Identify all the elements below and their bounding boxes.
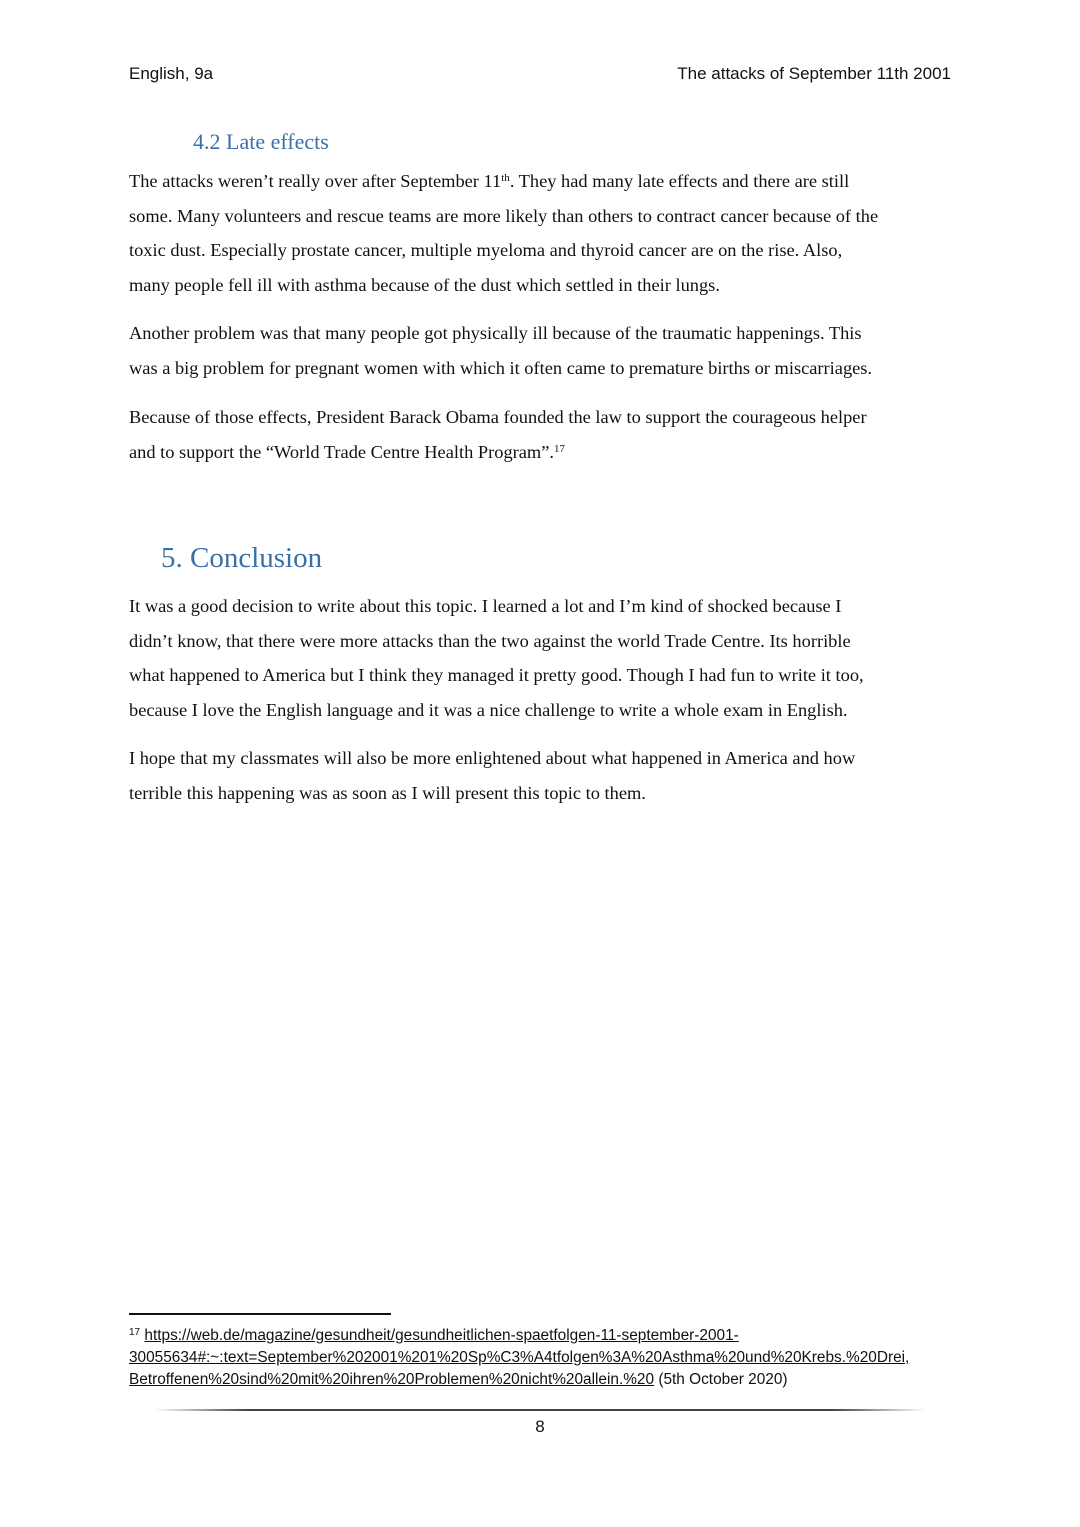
paragraph-line: Another problem was that many people got physically ill because of the traumatic happenings. This (129, 323, 862, 343)
superscript: th (501, 172, 510, 184)
footnote-date: (5th October 2020) (654, 1371, 788, 1388)
footnote-17 (129, 1325, 959, 1391)
paragraph-line: because I love the English language and it was a nice challenge to write a whole exam in English. (129, 699, 848, 720)
paragraph-line (129, 435, 951, 470)
paragraph-line: was a big problem for pregnant women with which it often came to premature births or miscarriages. (129, 357, 873, 378)
header-right-text: The attacks of September 11th 2001 (677, 64, 951, 83)
conclusion-paragraph-1 (129, 589, 951, 727)
text-segment: The attacks weren’t really over after September 11 (129, 171, 502, 191)
section-4-2-heading: 4.2 Late effects (193, 129, 329, 154)
paragraph-line: Because of those effects, President Barack Obama founded the law to support the courageous helper (129, 407, 867, 427)
paragraph-line: what happened to America but I think they managed it pretty good. Though I had fun to write it too, (129, 665, 864, 685)
header-left-text: English, 9a (129, 64, 214, 83)
footnote-line (129, 1347, 959, 1369)
conclusion-paragraph-2 (129, 741, 951, 810)
paragraph-line (129, 164, 951, 199)
paragraph-line: I hope that my classmates will also be more enlightened about what happened in America and how (129, 748, 856, 768)
footer-separator (155, 1409, 925, 1411)
late-effects-paragraph-2 (129, 316, 951, 385)
paragraph-line: terrible this happening was as soon as I will present this topic to them. (129, 782, 646, 803)
paragraph-line: some. Many volunteers and rescue teams are more likely than others to contract cancer because of the (129, 205, 879, 226)
text-segment: . They had many late effects and there are still (509, 171, 850, 191)
paragraph-line: didn’t know, that there were more attacks than the two against the world Trade Centre. Its horrible (129, 630, 851, 651)
page-number: 8 (535, 1417, 545, 1436)
paragraph-line: It was a good decision to write about this topic. I learned a lot and I’m kind of shocked because I (129, 596, 842, 616)
section-5-heading: 5. Conclusion (161, 542, 323, 574)
paragraph-line: toxic dust. Especially prostate cancer, multiple myeloma and thyroid cancer are on the rise. Also, (129, 240, 843, 260)
footnote-line (129, 1325, 959, 1347)
text-segment: and to support the “World Trade Centre Health Program”. (129, 441, 554, 462)
footnote-link[interactable]: 30055634#:~:text=September%202001%201%20Sp%C3%A4tfolgen%3A%20Asthma%20und%20Krebs.%20Drei, (129, 1349, 910, 1366)
footnote-line (129, 1369, 959, 1391)
footnote-link[interactable]: Betroffenen%20sind%20mit%20ihren%20Problemen%20nicht%20allein.%20 (129, 1371, 655, 1388)
footnote-link[interactable]: https://web.de/magazine/gesundheit/gesundheitlichen-spaetfolgen-11-september-2001- (144, 1327, 739, 1344)
footnote-number: 17 (129, 1327, 141, 1338)
late-effects-paragraph-1 (129, 164, 951, 302)
footnote-separator (129, 1313, 391, 1315)
late-effects-paragraph-3 (129, 400, 951, 469)
footnote-reference[interactable]: 17 (554, 442, 565, 455)
paragraph-line: many people fell ill with asthma because of the dust which settled in their lungs. (129, 274, 720, 295)
